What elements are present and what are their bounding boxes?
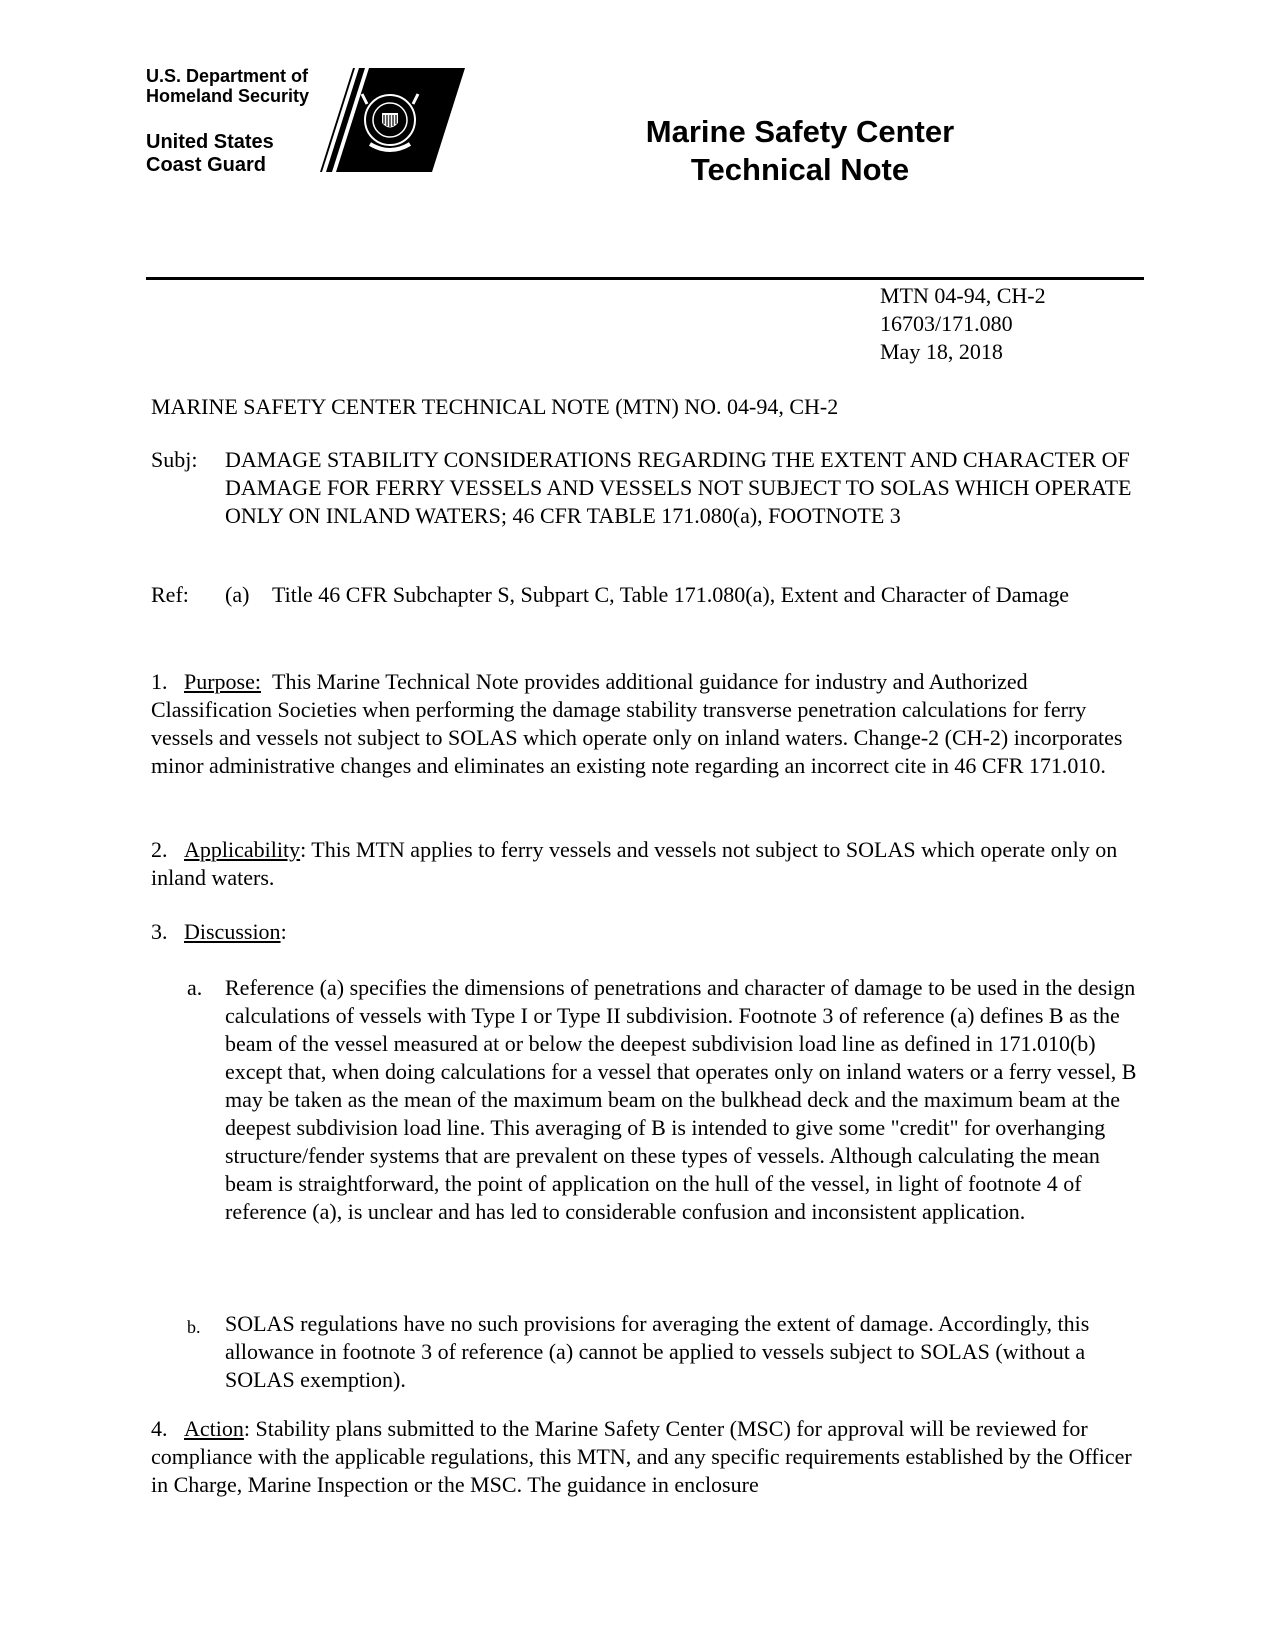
action-text: : Stability plans submitted to the Marine Safety Center (MSC) for approval will be reviewed for compliance with the applicable regulations, this MTN, and any specific requirements established by the Officer in Charge, Marine Inspection or the MSC. The guidance in enclosure [151, 1416, 1132, 1497]
header-divider [146, 277, 1144, 280]
agency-line-2: Homeland Security [146, 86, 310, 106]
title-line-1: Marine Safety Center [645, 114, 955, 149]
service-line-1: United States [146, 131, 274, 153]
action-paragraph [151, 1415, 1141, 1499]
document-date: May 18, 2018 [880, 339, 1003, 364]
service-name [146, 131, 274, 177]
discussion-heading [151, 918, 1141, 946]
discussion-item-marker: b. [187, 1317, 201, 1337]
document-metadata [880, 282, 1046, 366]
agency-line-1: U.S. Department of [146, 66, 309, 86]
reference-item-text: Title 46 CFR Subchapter S, Subpart C, Table 171.080(a), Extent and Character of Damage [272, 582, 1070, 607]
service-line-2: Coast Guard [146, 154, 267, 176]
coast-guard-logo [320, 68, 465, 173]
title-line-2: Technical Note [690, 152, 910, 187]
discussion-item-text: Reference (a) specifies the dimensions of penetrations and character of damage to be used in the design calculations of vessels with Type I or Type II subdivision. Footnote 3 of reference (a) defines B as the beam of the vessel measured at or below the deepest subdivision load line as defined in 171.010(b) except that, when doing calculations for a vessel that operates only on inland waters or a ferry vessel, B may be taken as the mean of the maximum beam on the bulkhead deck and the maximum beam at the deepest subdivision load line. This averaging of B is intended to give some "credit" for overhanging structure/fender systems that are prevalent on these types of vessels. Although calculating the mean beam is straightforward, the point of application on the hull of the vessel, in light of footnote 4 of reference (a), is unclear and has led to considerable confusion and inconsistent application. [225, 975, 1137, 1224]
applicability-title: Applicability [184, 837, 301, 862]
discussion-colon: : [280, 919, 287, 944]
purpose-text: This Marine Technical Note provides additional guidance for industry and Authorized Classification Societies when performing the damage stability transverse penetration calculations for ferry vessels and vessels not subject to SOLAS which operate only on inland waters. Change-2 (CH-2) incorporates minor administrative changes and eliminates an existing note regarding an incorrect cite in 46 CFR 171.010. [151, 669, 1123, 778]
agency-name [146, 66, 309, 106]
document-type-title [560, 113, 1040, 189]
purpose-title: Purpose: [184, 669, 261, 694]
applicability-number: 2. [151, 837, 168, 862]
discussion-title: Discussion [184, 919, 281, 944]
discussion-item-text: SOLAS regulations have no such provisions for averaging the extent of damage. Accordingly, this allowance in footnote 3 of reference (a) cannot be applied to vessels subject to SOLAS (without a SOLAS exemption). [225, 1311, 1090, 1392]
subject-label: Subj: [151, 447, 198, 472]
file-code: 16703/171.080 [880, 311, 1013, 336]
action-title: Action [184, 1416, 244, 1441]
purpose-paragraph [151, 668, 1141, 780]
document-heading: MARINE SAFETY CENTER TECHNICAL NOTE (MTN) NO. 04-94, CH-2 [151, 394, 839, 419]
action-number: 4. [151, 1416, 168, 1441]
purpose-number: 1. [151, 669, 168, 694]
discussion-item-marker: a. [187, 975, 203, 1000]
discussion-number: 3. [151, 919, 168, 944]
subject-text: DAMAGE STABILITY CONSIDERATIONS REGARDING THE EXTENT AND CHARACTER OF DAMAGE FOR FERRY VESSELS AND VESSELS NOT SUBJECT TO SOLAS WHICH OPERATE ONLY ON INLAND WATERS; 46 CFR TABLE 171.080(a), FOOTNOTE 3 [225, 447, 1132, 528]
reference-item-label: (a) [225, 582, 250, 607]
applicability-paragraph [151, 836, 1141, 892]
applicability-text: : This MTN applies to ferry vessels and vessels not subject to SOLAS which operate only on inland waters. [151, 837, 1118, 890]
reference-label: Ref: [151, 582, 189, 607]
mtn-number: MTN 04-94, CH-2 [880, 283, 1046, 308]
